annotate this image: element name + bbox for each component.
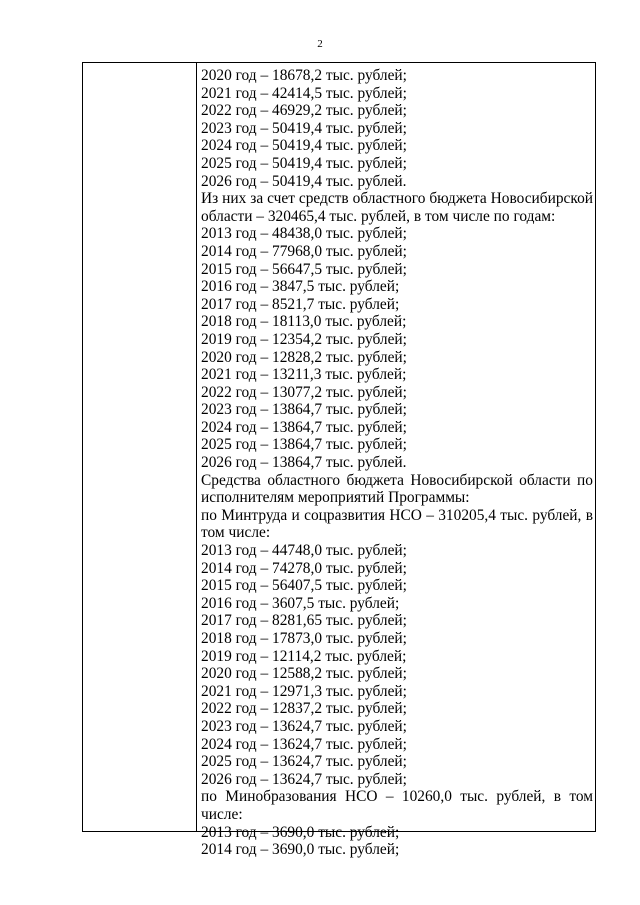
funding-line: 2016 год – 3847,5 тыс. рублей; xyxy=(201,278,400,296)
page-number: 2 xyxy=(317,38,323,50)
funding-line: 2020 год – 12588,2 тыс. рублей; xyxy=(201,665,407,683)
funding-line: 2022 год – 12837,2 тыс. рублей; xyxy=(201,700,407,718)
funding-line: 2017 год – 8521,7 тыс. рублей; xyxy=(201,295,400,313)
funding-line: 2013 год – 3690,0 тыс. рублей; xyxy=(201,823,400,841)
funding-line: 2014 год – 77968,0 тыс. рублей; xyxy=(201,242,407,260)
table-label-cell xyxy=(83,63,197,831)
funding-line: 2023 год – 13624,7 тыс. рублей; xyxy=(201,717,407,735)
funding-line: 2015 год – 56647,5 тыс. рублей; xyxy=(201,260,407,278)
funding-line: 2013 год – 48438,0 тыс. рублей; xyxy=(201,225,407,243)
funding-line: 2025 год – 13624,7 тыс. рублей; xyxy=(201,753,407,771)
funding-line: 2021 год – 12971,3 тыс. рублей; xyxy=(201,682,407,700)
funding-line: 2018 год – 17873,0 тыс. рублей; xyxy=(201,630,407,647)
funding-line: 2018 год – 18113,0 тыс. рублей; xyxy=(201,313,407,331)
funding-line: 2025 год – 13864,7 тыс. рублей; xyxy=(201,436,407,454)
funding-line: 2014 год – 3690,0 тыс. рублей; xyxy=(201,841,400,859)
funding-line: 2020 год – 18678,2 тыс. рублей; xyxy=(201,67,407,84)
funding-line: 2024 год – 13864,7 тыс. рублей; xyxy=(201,418,407,436)
funding-line: 2015 год – 56407,5 тыс. рублей; xyxy=(201,577,407,595)
funding-paragraph: по Минтруда и соцразвития НСО – 310205,4 тыс. рублей, в том числе: xyxy=(201,506,593,542)
funding-line: 2022 год – 13077,2 тыс. рублей; xyxy=(201,383,407,401)
funding-line: 2026 год – 50419,4 тыс. рублей. xyxy=(201,172,407,190)
funding-paragraph: по Минобразования НСО – 10260,0 тыс. рублей, в том числе: xyxy=(201,788,593,823)
funding-line: 2024 год – 50419,4 тыс. рублей; xyxy=(201,137,407,155)
funding-line: 2026 год – 13864,7 тыс. рублей. xyxy=(201,454,407,472)
table-content-cell xyxy=(197,63,595,859)
funding-table xyxy=(82,62,596,859)
funding-line: 2019 год – 12354,2 тыс. рублей; xyxy=(201,330,407,348)
funding-line: 2021 год – 42414,5 тыс. рублей; xyxy=(201,84,407,102)
funding-line: 2025 год – 50419,4 тыс. рублей; xyxy=(201,154,407,172)
funding-line: 2017 год – 8281,65 тыс. рублей; xyxy=(201,612,407,630)
funding-paragraph: Из них за счет средств областного бюджета Новосибирской области – 320465,4 тыс. рублей, в том числе по годам: xyxy=(201,190,593,225)
funding-line: 2023 год – 50419,4 тыс. рублей; xyxy=(201,119,407,137)
funding-line: 2013 год – 44748,0 тыс. рублей; xyxy=(201,542,407,560)
funding-line: 2023 год – 13864,7 тыс. рублей; xyxy=(201,401,407,419)
funding-line: 2022 год – 46929,2 тыс. рублей; xyxy=(201,102,407,120)
funding-line: 2024 год – 13624,7 тыс. рублей; xyxy=(201,735,407,753)
funding-line: 2019 год – 12114,2 тыс. рублей; xyxy=(201,647,407,665)
funding-line: 2026 год – 13624,7 тыс. рублей; xyxy=(201,770,407,788)
funding-paragraph: Средства областного бюджета Новосибирской области по исполнителям мероприятий Программы: xyxy=(201,471,593,507)
funding-line: 2020 год – 12828,2 тыс. рублей; xyxy=(201,348,407,366)
funding-line: 2016 год – 3607,5 тыс. рублей; xyxy=(201,594,400,612)
funding-line: 2021 год – 13211,3 тыс. рублей; xyxy=(201,366,407,384)
funding-line: 2014 год – 74278,0 тыс. рублей; xyxy=(201,559,407,577)
